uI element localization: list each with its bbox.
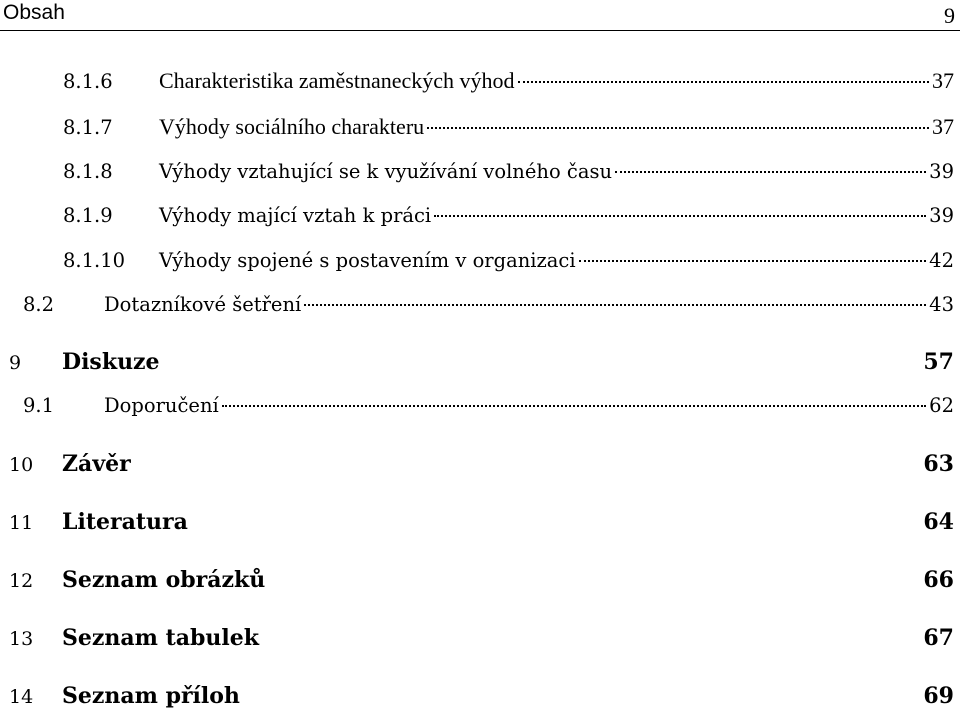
toc-chapter-14[interactable] [9, 683, 954, 709]
toc-chapter-page: 64 [923, 509, 954, 535]
toc-chapter-10[interactable] [9, 451, 954, 477]
toc-chapter-page: 67 [923, 625, 954, 651]
toc-entry-number: 9.1 [23, 394, 55, 417]
toc-chapter-number: 13 [9, 628, 34, 650]
toc-entry-number: 8.1.8 [63, 160, 113, 183]
toc-entry-8-1-7[interactable] [63, 114, 954, 140]
toc-entry-number: 8.1.9 [63, 204, 113, 227]
toc-chapter-page: 66 [923, 567, 954, 593]
toc-entry-page: 37 [932, 114, 954, 139]
toc-entry-number: 8.1.6 [63, 70, 113, 93]
toc-chapter-title: Seznam příloh [62, 683, 240, 709]
toc-chapter-number: 11 [9, 512, 34, 534]
dot-leader [222, 405, 926, 407]
toc-entry-number: 8.1.10 [63, 249, 126, 272]
toc-chapter-title: Diskuze [62, 349, 160, 375]
toc-entry-title: Výhody spojené s postavením v organizaci [159, 249, 576, 272]
toc-entry-page: 43 [929, 293, 954, 316]
toc-chapter-page: 63 [923, 451, 954, 477]
header-page-number: 9 [944, 3, 955, 28]
toc-chapter-page: 57 [923, 349, 954, 375]
toc-entry-page: 37 [932, 68, 954, 93]
toc-entry-page: 42 [929, 249, 954, 272]
header-section-title: Obsah [3, 1, 65, 24]
toc-chapter-9[interactable] [9, 349, 954, 375]
toc-entry-title: Dotazníkové šetření [104, 293, 302, 316]
toc-chapter-title: Závěr [62, 451, 131, 477]
toc-chapter-13[interactable] [9, 625, 954, 651]
toc-entry-page: 62 [929, 394, 954, 417]
toc-chapter-number: 9 [9, 352, 22, 374]
toc-entry-8-1-8[interactable] [63, 160, 954, 183]
toc-entry-title: Doporučení [104, 394, 219, 417]
toc-entry-page: 39 [929, 160, 954, 183]
toc-entry-9-1[interactable] [23, 394, 954, 417]
toc-chapter-number: 10 [9, 454, 34, 476]
toc-chapter-12[interactable] [9, 567, 954, 593]
toc-entry-8-1-10[interactable] [63, 249, 954, 272]
toc-entry-number: 8.1.7 [63, 116, 113, 139]
page-header [0, 0, 960, 31]
dot-leader [615, 171, 926, 173]
toc-entry-title: Výhody sociálního charakteru [159, 114, 425, 139]
toc-chapter-title: Seznam tabulek [62, 625, 259, 651]
toc-chapter-number: 12 [9, 570, 34, 592]
dot-leader [518, 81, 929, 83]
toc-entry-title: Charakteristika zaměstnaneckých výhod [159, 68, 515, 93]
dot-leader [427, 127, 929, 129]
toc-entry-title: Výhody vztahující se k využívání volného času [159, 160, 613, 183]
toc-chapter-title: Seznam obrázků [62, 567, 266, 593]
toc-chapter-title: Literatura [62, 509, 188, 535]
toc-entry-number: 8.2 [23, 293, 55, 316]
toc-entry-8-1-6[interactable] [63, 68, 954, 94]
toc-entry-title: Výhody mající vztah k práci [159, 204, 432, 227]
toc-entry-8-2[interactable] [23, 293, 954, 316]
dot-leader [579, 260, 927, 262]
toc-chapter-page: 69 [923, 683, 954, 709]
toc-entry-page: 39 [929, 204, 954, 227]
dot-leader [304, 304, 926, 306]
toc-chapter-number: 14 [9, 686, 34, 708]
toc-entry-8-1-9[interactable] [63, 204, 954, 227]
dot-leader [434, 215, 926, 217]
toc-chapter-11[interactable] [9, 509, 954, 535]
